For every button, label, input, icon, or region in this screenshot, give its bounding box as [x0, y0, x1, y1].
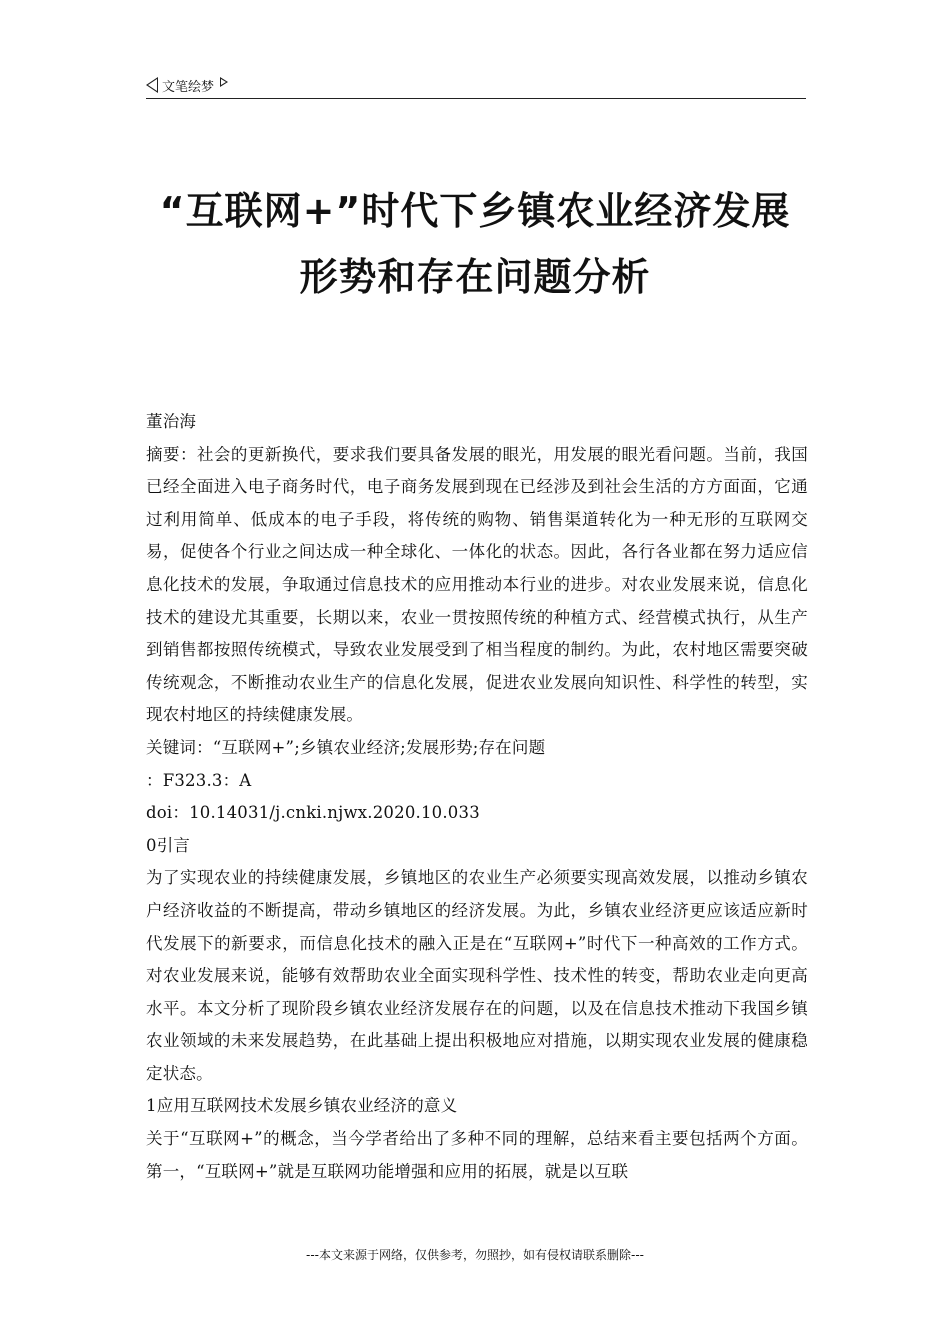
header-text: 文笔绘梦	[162, 79, 215, 95]
triangle-left-icon	[146, 77, 158, 93]
abstract-paragraph: 摘要：社会的更新换代，要求我们要具备发展的眼光，用发展的眼光看问题。当前，我国已经全面进入电子商务时代，电子商务发展到现在已经涉及到社会生活的方方面面，它通过利用简单、低成本的电子手段，将传统的购物、销售渠道转化为一种无形的互联网交易，促使各个行业之间达成一种全球化、一体化的状态。因此，各行各业都在努力适应信息化技术的发展，争取通过信息技术的应用推动本行业的进步。对农业发展来说，信息化技术的建设尤其重要，长期以来，农业一贯按照传统的种植方式、经营模式执行，从生产到销售都按照传统模式，导致农业发展受到了相当程度的制约。为此，农村地区需要突破传统观念，不断推动农业生产的信息化发展，促进农业发展向知识性、科学性的转型，实现农村地区的持续健康发展。	[146, 444, 808, 725]
page-header	[146, 72, 806, 99]
title-line-1: “互联网+”时代下乡镇农业经济发展	[159, 189, 791, 233]
section-0-paragraph: 为了实现农业的持续健康发展，乡镇地区的农业生产必须要实现高效发展，以推动乡镇农户经济收益的不断提高，带动乡镇地区的经济发展。为此，乡镇农业经济更应该适应新时代发展下的新要求，而信息化技术的融入正是在“互联网+”时代下一种高效的工作方式。对农业发展来说，能够有效帮助农业全面实现科学性、技术性的转变，帮助农业走向更高水平。本文分析了现阶段乡镇农业经济发展存在的问题，以及在信息技术推动下我国乡镇农业领域的未来发展趋势，在此基础上提出积极地应对措施，以期实现农业发展的健康稳定状态。	[146, 868, 808, 1083]
keywords-line: 关键词：“互联网+”;乡镇农业经济;发展形势;存在问题	[146, 737, 546, 757]
document-body	[146, 406, 808, 1188]
triangle-right-icon	[220, 77, 228, 87]
doi-line: doi：10.14031/j.cnki.njwx.2020.10.033	[146, 803, 480, 823]
section-0-heading: 0引言	[146, 835, 191, 855]
author-name: 董治海	[146, 412, 197, 431]
section-1-paragraph: 关于“互联网+”的概念，当今学者给出了多种不同的理解，总结来看主要包括两个方面。第一，“互联网+”就是互联网功能增强和应用的拓展，就是以互联	[146, 1129, 808, 1181]
classification-line: ：F323.3：A	[146, 770, 252, 790]
section-1-heading: 1应用互联网技术发展乡镇农业经济的意义	[146, 1096, 458, 1116]
title-line-2: 形势和存在问题分析	[299, 255, 651, 299]
disclaimer-footer: ---本文来源于网络，仅供参考，勿照抄，如有侵权请联系删除---	[306, 1248, 644, 1262]
document-title	[100, 178, 850, 310]
